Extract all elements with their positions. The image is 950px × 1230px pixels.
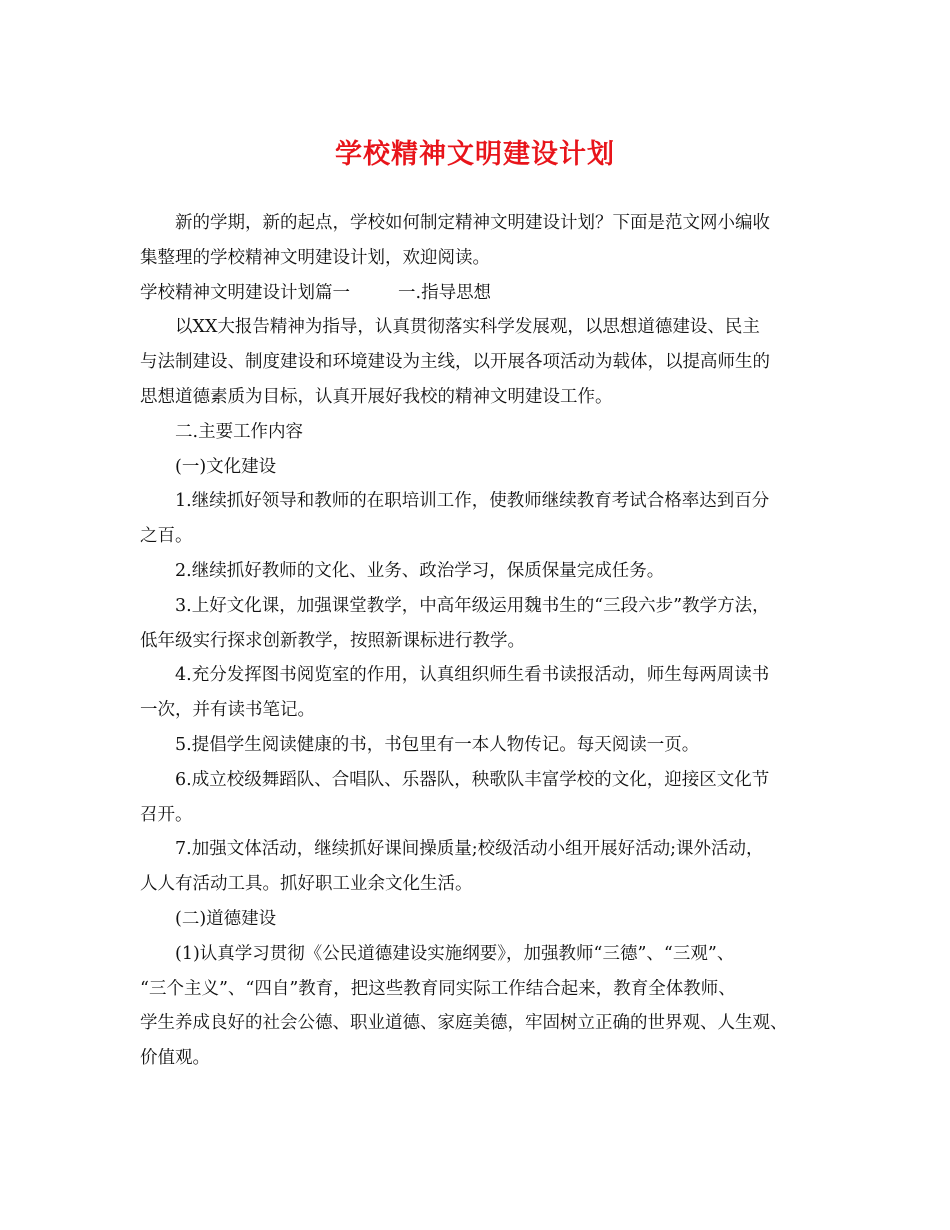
paragraph-line	[140, 832, 820, 867]
line-text: 7.加强文体活动，继续抓好课间操质量;校级活动小组开展好活动;课外活动，	[175, 839, 764, 860]
paragraph-line	[140, 693, 820, 728]
paragraph-line	[140, 241, 820, 276]
document-body	[140, 206, 820, 1076]
line-text: 学生养成良好的社会公德、职业道德、家庭美德，牢固树立正确的世界观、人生观、	[140, 1013, 788, 1034]
line-text: 5.提倡学生阅读健康的书，书包里有一本人物传记。每天阅读一页。	[175, 734, 700, 755]
paragraph-line	[140, 763, 820, 798]
line-text: 低年级实行探求创新教学，按照新课标进行教学。	[140, 630, 525, 651]
line-text: 人人有活动工具。抓好职工业余文化生活。	[140, 874, 473, 895]
line-text: 与法制建设、制度建设和环境建设为主线，以开展各项活动为载体，以提高师生的	[140, 352, 770, 373]
paragraph-line	[140, 902, 820, 937]
paragraph-line	[140, 450, 820, 485]
paragraph-line	[140, 728, 820, 763]
line-text: 新的学期，新的起点，学校如何制定精神文明建设计划？下面是范文网小编收	[175, 213, 770, 233]
line-text: 二.主要工作内容	[175, 421, 304, 442]
paragraph-line	[140, 937, 820, 972]
paragraph-line	[140, 519, 820, 554]
paragraph-line	[140, 867, 820, 902]
paragraph-line	[140, 310, 820, 345]
line-text: 4.充分发挥图书阅览室的作用，认真组织师生看书读报活动，师生每两周读书	[175, 665, 770, 686]
document-title: 学校精神文明建设计划	[335, 139, 615, 170]
paragraph-line	[140, 276, 820, 311]
paragraph-line	[140, 972, 820, 1007]
line-text: 3.上好文化课，加强课堂教学，中高年级运用魏书生的“三段六步”教学方法，	[175, 595, 770, 616]
paragraph-line	[140, 380, 820, 415]
line-text: 6.成立校级舞蹈队、合唱队、乐器队，秧歌队丰富学校的文化，迎接区文化节	[175, 769, 770, 790]
line-text: 2.继续抓好教师的文化、业务、政治学习，保质保量完成任务。	[175, 560, 665, 581]
paragraph-line	[140, 345, 820, 380]
line-text: “三个主义”、“四自”教育，把这些教育同实际工作结合起来，教育全体教师、	[140, 978, 736, 999]
line-text: 集整理的学校精神文明建设计划，欢迎阅读。	[140, 247, 490, 268]
line-text: 1.继续抓好领导和教师的在职培训工作，使教师继续教育考试合格率达到百分	[175, 491, 770, 512]
paragraph-line	[140, 1006, 820, 1041]
line-text: (一)文化建设	[175, 456, 277, 477]
paragraph-line	[140, 206, 820, 241]
paragraph-line	[140, 658, 820, 693]
paragraph-line	[140, 415, 820, 450]
section-heading: 一.指导思想	[398, 282, 492, 303]
line-text: 之百。	[140, 526, 193, 547]
paragraph-line	[140, 1041, 820, 1076]
line-text: 召开。	[140, 804, 193, 825]
paragraph-line	[140, 624, 820, 659]
paragraph-line	[140, 798, 820, 833]
line-text: (二)道德建设	[175, 908, 277, 929]
line-text: 一次，并有读书笔记。	[140, 700, 315, 721]
paragraph-line	[140, 589, 820, 624]
paragraph-line	[140, 554, 820, 589]
line-text: 以XX大报告精神为指导，认真贯彻落实科学发展观，以思想道德建设、民主	[175, 317, 760, 338]
line-text: 思想道德素质为目标，认真开展好我校的精神文明建设工作。	[140, 386, 613, 407]
paragraph-line	[140, 484, 820, 519]
line-text: (1)认真学习贯彻《公民道德建设实施纲要》，加强教师“三德”、“三观”、	[175, 943, 735, 964]
line-text: 价值观。	[140, 1048, 210, 1069]
line-text: 学校精神文明建设计划篇一	[140, 282, 350, 303]
